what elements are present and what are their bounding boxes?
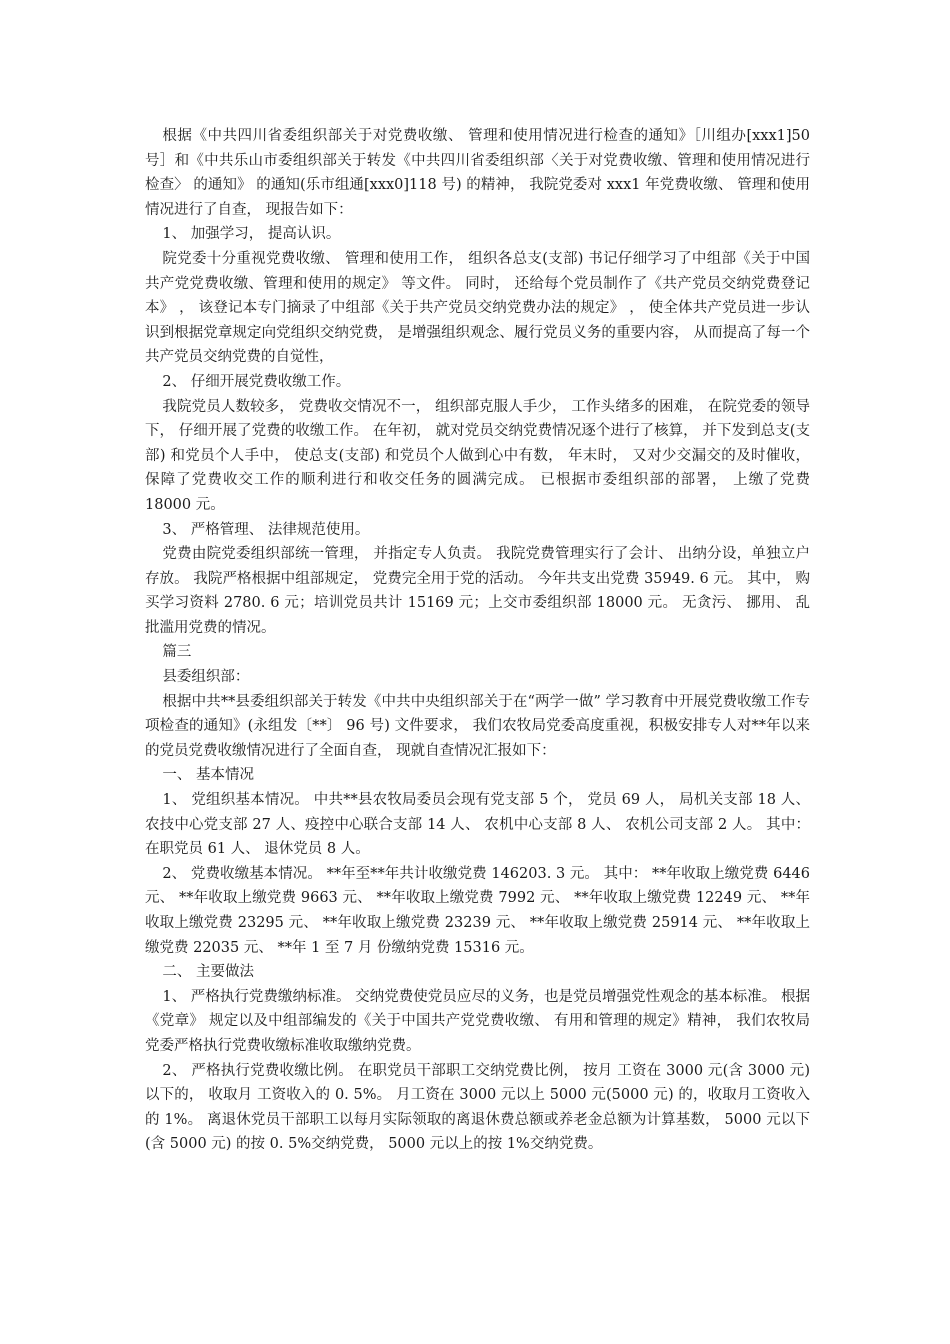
body-paragraph-4: 根据中共**县委组织部关于转发《中共中央组织部关于在“两学一做” 学习教育中开展党费收缴工作专项检查的通知》(永组发〔**〕 96 号) 文件要求， 我们农牧局党委高度重视，积极安排专人对**年以来的党员党费收缴情况进行了全面自查， 现就自查情况汇报如下： [145,693,810,759]
salutation: 县委组织部： [162,669,250,686]
section-heading-basic: 一、 基本情况 [162,767,254,784]
document-body [145,124,810,1157]
body-paragraph-7: 1、 严格执行党费缴纳标准。 交纳党费使党员应尽的义务，也是党员增强党性观念的基本标准。 根据《党章》 规定以及中组部编发的《关于中国共产党党费收缴、 有用和管理的规定》精神， 我们农牧局党委严格执行党费收缴标准收取缴纳党费。 [145,988,810,1054]
body-paragraph-3: 党费由院党委组织部统一管理， 并指定专人负责。 我院党费管理实行了会计、 出纳分设，单独立户存放。 我院严格根据中组部规定， 党费完全用于党的活动。 今年共支出党费 35949. 6 元。 其中， 购买学习资料 2780. 6 元；培训党员共计 15169 元；上交市委组织部 18000 元。 无贪污、 挪用、 乱批滥用党费的情况。 [145,546,810,636]
section-heading-practice: 二、 主要做法 [162,964,254,981]
part-title: 篇三 [162,644,192,661]
intro-paragraph: 根据《中共四川省委组织部关于对党费收缴、 管理和使用情况进行检查的通知》［川组办[xxx1]50 号］和《中共乐山市委组织部关于转发《中共四川省委组织部〈关于对党费收缴、管理和使用情况进行检查〉 的通知》 的通知(乐市组通[xxx0]118 号) 的精神， 我院党委对 xxx1 年党费收缴、 管理和使用情况进行了自查， 现报告如下： [145,128,810,218]
section-heading-1: 1、 加强学习， 提高认识。 [162,226,341,243]
body-paragraph-5: 1、 党组织基本情况。 中共**县农牧局委员会现有党支部 5 个， 党员 69 人， 局机关支部 18 人、 农技中心党支部 27 人、疫控中心联合支部 14 人、 农机中心支部 8 人、 农机公司支部 2 人。 其中： 在职党员 61 人、 退休党员 8 人。 [145,792,810,858]
section-heading-2: 2、 仔细开展党费收缴工作。 [162,373,351,390]
body-paragraph-8: 2、 严格执行党费收缴比例。 在职党员干部职工交纳党费比例， 按月 工资在 3000 元(含 3000 元) 以下的， 收取月 工资收入的 0. 5%。 月工资在 3000 元以上 5000 元(5000 元) 的，收取月工资收入的 1%。 离退休党员干部职工以每月实际领取的离退休费总额或养老金总额为计算基数， 5000 元以下(含 5000 元) 的按 0. 5%交纳党费， 5000 元以上的按 1%交纳党费。 [145,1062,810,1153]
body-paragraph-2: 我院党员人数较多， 党费收交情况不一， 组织部克服人手少， 工作头绪多的困难， 在院党委的领导下， 仔细开展了党费的收缴工作。 在年初， 就对党员交纳党费情况逐个进行了核算， 并下发到总支(支部) 和党员个人手中， 使总支(支部) 和党员个人做到心中有数， 年末时， 又对少交漏交的及时催收， 保障了党费收交工作的顺利进行和收交任务的圆满完成。 已根据市委组织部的部署， 上缴了党费 18000 元。 [145,398,810,513]
body-paragraph-6: 2、 党费收缴基本情况。 **年至**年共计收缴党费 146203. 3 元。 其中： **年收取上缴党费 6446 元、 **年收取上缴党费 9663 元、 **年收取上缴党费 7992 元、 **年收取上缴党费 12249 元、 **年收取上缴党费 23295 元、 **年收取上缴党费 23239 元、 **年收取上缴党费 25914 元、 **年收取上缴党费 22035 元、 **年 1 至 7 月 份缴纳党费 15316 元。 [145,865,810,956]
section-heading-3: 3、 严格管理、 法律规范使用。 [162,521,370,538]
body-paragraph-1: 院党委十分重视党费收缴、 管理和使用工作， 组织各总支(支部) 书记仔细学习了中组部《关于中国共产党党费收缴、管理和使用的规定》 等文件。 同时， 还给每个党员制作了《共产党员交纳党费登记本》 ， 该登记本专门摘录了中组部《关于共产党员交纳党费办法的规定》 ， 使全体共产党员进一步认识到根据党章规定向党组织交纳党费， 是增强组织观念、履行党员义务的重要内容， 从而提高了每一个共产党员交纳党费的自觉性， [145,250,810,366]
